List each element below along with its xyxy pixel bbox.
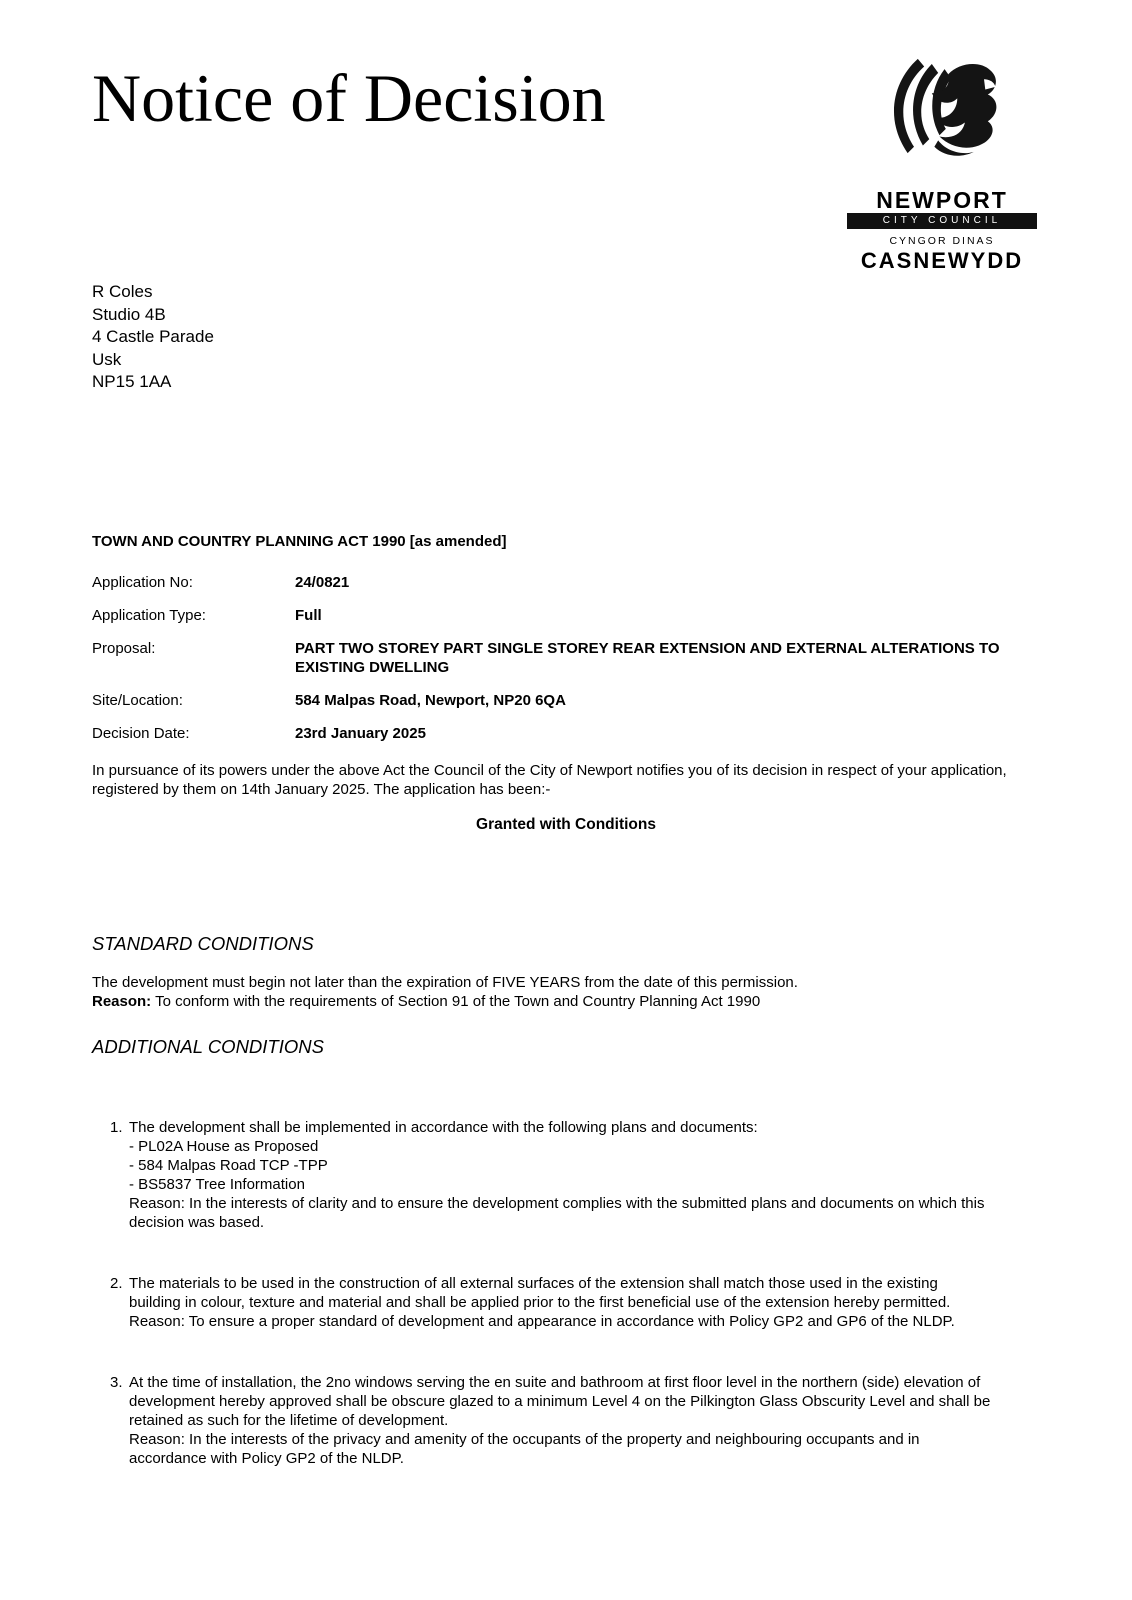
- header: [92, 0, 1040, 273]
- logo-text-newport: NEWPORT: [876, 187, 1008, 213]
- field-value: 24/0821: [295, 573, 350, 591]
- condition-number: 2.: [110, 1274, 123, 1292]
- condition-text: The materials to be used in the construction of all external surfaces of the extension shall match those used in the existing building in colour, texture and material and shall be applied prior to the first beneficial use of the extension hereby permitted.: [129, 1274, 951, 1311]
- recipient-line: Usk: [92, 349, 122, 369]
- recipient-line: Studio 4B: [92, 304, 166, 324]
- field-value: 23rd January 2025: [295, 724, 426, 742]
- condition-item-2: [92, 1274, 1040, 1331]
- field-site-location: [92, 691, 1040, 710]
- standard-condition-line: The development must begin not later than the expiration of FIVE YEARS from the date of this permission.: [92, 973, 798, 991]
- standard-condition-text: [92, 973, 1022, 1011]
- page-title: Notice of Decision: [92, 60, 606, 136]
- winged-lion-crest-icon: [872, 56, 1012, 184]
- reason-text: To conform with the requirements of Section 91 of the Town and Country Planning Act 1990: [151, 992, 761, 1010]
- standard-conditions-heading: STANDARD CONDITIONS: [92, 932, 314, 954]
- condition-bullet: - BS5837 Tree Information: [129, 1175, 305, 1193]
- application-fields: [92, 573, 1040, 743]
- condition-reason: Reason: In the interests of the privacy and amenity of the occupants of the property and neighbouring occupants and in accordance with Policy GP2 of the NLDP.: [129, 1430, 920, 1467]
- recipient-address: [92, 281, 1040, 394]
- condition-bullet: - PL02A House as Proposed: [129, 1137, 319, 1155]
- field-label: Proposal:: [92, 639, 156, 657]
- condition-body: [129, 1373, 991, 1468]
- field-value: 584 Malpas Road, Newport, NP20 6QA: [295, 691, 566, 709]
- conditions-list: [92, 1118, 1040, 1468]
- logo-text-city-council: CITY COUNCIL: [847, 213, 1037, 229]
- logo-text-cyngor-dinas: CYNGOR DINAS: [889, 235, 995, 247]
- condition-number: 1.: [110, 1118, 123, 1136]
- logo-text-casnewydd: CASNEWYDD: [860, 248, 1024, 273]
- condition-body: [129, 1274, 991, 1331]
- field-label: Decision Date:: [92, 724, 190, 742]
- recipient-line: R Coles: [92, 282, 153, 301]
- act-heading: TOWN AND COUNTRY PLANNING ACT 1990 [as amended]: [92, 532, 507, 550]
- field-label: Site/Location:: [92, 691, 183, 709]
- field-proposal: [92, 639, 1040, 677]
- reason-label: Reason:: [92, 992, 152, 1010]
- field-application-no: [92, 573, 1040, 592]
- recipient-line: 4 Castle Parade: [92, 327, 214, 346]
- field-value: PART TWO STOREY PART SINGLE STOREY REAR EXTENSION AND EXTERNAL ALTERATIONS TO EXISTING DWELLING: [295, 639, 1000, 676]
- field-label: Application Type:: [92, 606, 206, 624]
- condition-text: The development shall be implemented in accordance with the following plans and documents:: [129, 1118, 758, 1136]
- condition-number: 3.: [110, 1373, 123, 1391]
- condition-text: At the time of installation, the 2no windows serving the en suite and bathroom at first floor level in the northern (side) elevation of development hereby approved shall be obscure glazed to a minimum Level 4 on the Pilkington Glass Obscurity Level and shall be retained as such for the lifetime of development.: [129, 1373, 991, 1429]
- standard-condition-reason: [92, 992, 1022, 1011]
- condition-reason: Reason: In the interests of clarity and to ensure the development complies with the submitted plans and documents on which this decision was based.: [129, 1194, 985, 1231]
- pursuance-paragraph: In pursuance of its powers under the above Act the Council of the City of Newport notifies you of its decision in respect of your application, registered by them on 14th January 2025. The application has been:-: [92, 761, 1007, 798]
- field-value: Full: [295, 606, 322, 624]
- field-label: Application No:: [92, 573, 193, 591]
- condition-item-1: [92, 1118, 1040, 1232]
- condition-bullet: - 584 Malpas Road TCP -TPP: [129, 1156, 328, 1174]
- decision-statement: Granted with Conditions: [476, 815, 656, 833]
- condition-body: [129, 1118, 991, 1232]
- field-decision-date: [92, 724, 1040, 743]
- recipient-line: NP15 1AA: [92, 372, 172, 391]
- condition-item-3: [92, 1373, 1040, 1468]
- additional-conditions-heading: ADDITIONAL CONDITIONS: [92, 1035, 324, 1057]
- newport-council-logo: [847, 56, 1037, 273]
- condition-reason: Reason: To ensure a proper standard of development and appearance in accordance with Policy GP2 and GP6 of the NLDP.: [129, 1312, 955, 1330]
- field-application-type: [92, 606, 1040, 625]
